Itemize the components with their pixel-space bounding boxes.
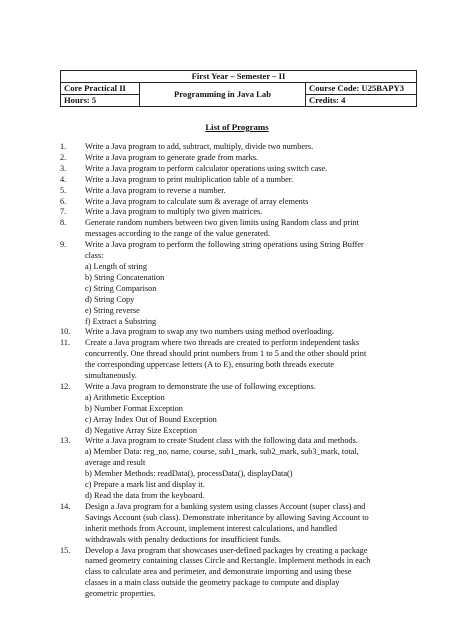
item-line: the corresponding uppercase letters (A to E), ensuring both threads execute [85,360,335,370]
item-line: classes in a main class outside the geometry package to compute and display [85,578,340,588]
list-item [60,218,418,240]
list-item [60,546,418,601]
item-line: a) Length of string [85,261,147,271]
item-line: inherit methods from Account, implement interest calculations, and handled [85,523,338,533]
core-practical-label: Core Practical II [61,83,140,95]
course-header-table [60,70,417,107]
item-line: simultaneously. [85,371,137,381]
course-code: Course Code: U25BAPY3 [306,83,417,95]
item-line: a) Arithmetic Exception [85,392,165,402]
item-line: Write a Java program to print multiplication table of a number. [85,174,294,184]
item-line: e) String reverse [85,305,140,315]
item-line: average and result [85,458,146,468]
item-line: Develop a Java program that showcases user-defined packages by creating a package [85,545,368,555]
item-line: c) String Comparison [85,283,157,293]
list-item [60,338,418,382]
item-number: 10. [60,327,71,337]
item-line: d) Read the data from the keyboard. [85,491,205,500]
item-line: Write a Java program to demonstrate the use of following exceptions. [85,381,316,391]
item-number: 3. [60,163,67,173]
item-number: 15. [60,545,71,555]
item-number: 9. [60,240,67,250]
list-item [60,240,418,327]
item-line: a) Member Data: reg_no, name, course, sub1_mark, sub2_mark, sub3_mark, total, [85,447,359,457]
item-line: b) String Concatenation [85,272,165,282]
course-name: Programming in Java Lab [140,83,306,107]
item-line: messages according to the range of the value generated. [85,229,270,239]
list-heading: List of Programs [205,122,269,132]
item-line: f) Extract a Substring [85,316,157,326]
list-item [60,175,418,186]
list-item [60,502,418,546]
item-line: Generate random numbers between two given limits using Random class and print [85,218,359,228]
item-line: Savings Account (sub class). Demonstrate inheritance by allowing Saving Account to [85,512,369,522]
item-line: class: [85,251,104,261]
item-number: 14. [60,501,71,511]
item-line: d) Negative Array Size Exception [85,425,197,435]
hours: Hours: 5 [61,95,140,107]
item-line: b) Member Methods: readData(), processData(), displayData() [85,469,293,479]
list-item [60,164,418,175]
item-number: 6. [60,196,67,206]
item-line: named geometry containing classes Circle and Rectangle. Implement methods in each [85,556,371,566]
item-line: Design a Java program for a banking system using classes Account (super class) and [85,501,366,511]
item-number: 5. [60,185,67,195]
item-line: Write a Java program to perform calculator operations using switch case. [85,163,328,173]
list-item [60,142,418,153]
item-line: geometric properties. [85,589,156,599]
item-number: 4. [60,174,67,184]
list-item [60,327,418,338]
list-item [60,197,418,208]
semester-title: First Year – Semester – II [61,71,417,83]
item-line: class to calculate area and perimeter, and demonstrate importing and using these [85,567,352,577]
item-line: Write a Java program to generate grade from marks. [85,152,259,162]
item-number: 8. [60,218,67,228]
program-list [60,142,418,600]
list-item [60,436,418,501]
item-number: 12. [60,381,71,391]
item-line: Write a Java program to multiply two given matrices. [85,207,263,217]
item-number: 2. [60,152,67,162]
item-line: Write a Java program to create Student class with the following data and methods. [85,436,358,446]
item-line: d) String Copy [85,294,135,304]
item-line: b) Number Format Exception [85,403,183,413]
credits: Credits: 4 [306,95,417,107]
item-number: 11. [60,338,71,348]
item-line: concurrently. One thread should print numbers from 1 to 5 and the other should print [85,349,367,359]
list-item [60,382,418,437]
item-line: Write a Java program to calculate sum & average of array elements [85,196,309,206]
item-number: 13. [60,436,71,446]
list-item [60,186,418,197]
item-line: Write a Java program to add, subtract, multiply, divide two numbers. [85,142,314,151]
item-line: c) Prepare a mark list and display it. [85,480,205,490]
item-line: withdrawals with penalty deductions for insufficient funds. [85,534,281,544]
item-line: Write a Java program to swap any two numbers using method overloading. [85,327,334,337]
item-number: 1. [60,142,67,151]
item-line: Write a Java program to perform the following string operations using String Buffer [85,240,364,250]
list-item [60,153,418,164]
item-line: Create a Java program where two threads are created to perform independent tasks [85,338,360,348]
item-line: Write a Java program to reverse a number. [85,185,226,195]
list-item [60,207,418,218]
item-line: c) Array Index Out of Bound Exception [85,414,217,424]
item-number: 7. [60,207,67,217]
